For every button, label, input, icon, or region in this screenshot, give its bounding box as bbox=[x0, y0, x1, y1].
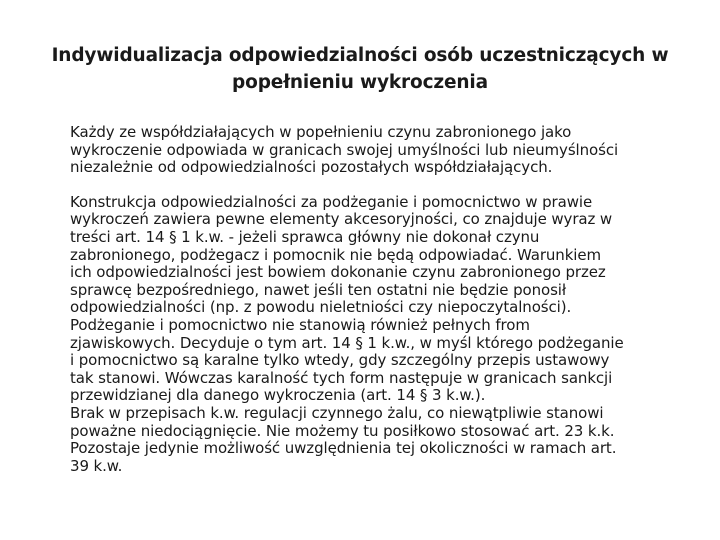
text-line: treści art. 14 § 1 k.w. - jeżeli sprawca główny nie dokonał czynu bbox=[70, 227, 540, 246]
text-line: tak stanowi. Wówczas karalność tych form następuje w granicach sankcji bbox=[70, 368, 613, 387]
text-line: 39 k.w. bbox=[70, 456, 123, 475]
text-line: ich odpowiedzialności jest bowiem dokonanie czynu zabronionego przez bbox=[70, 263, 606, 282]
paragraph-individual-liability bbox=[70, 124, 680, 177]
text-line: sprawcę bezpośredniego, nawet jeśli ten ostatni nie będzie ponosił bbox=[70, 280, 567, 299]
slide-body bbox=[70, 124, 680, 475]
title-line: Indywidualizacja odpowiedzialności osób uczestniczących w bbox=[51, 45, 669, 66]
text-line: Pozostaje jedynie możliwość uwzględnienia tej okoliczności w ramach art. bbox=[70, 439, 617, 458]
text-line: zjawiskowych. Decyduje o tym art. 14 § 1 k.w., w myśl którego podżeganie bbox=[70, 333, 624, 352]
text-line: wykroczenie odpowiada w granicach swojej umyślności lub nieumyślności bbox=[70, 140, 619, 159]
text-line: zabronionego, podżegacz i pomocnik nie będą odpowiadać. Warunkiem bbox=[70, 245, 602, 264]
text-line: Brak w przepisach k.w. regulacji czynnego żalu, co niewątpliwie stanowi bbox=[70, 403, 604, 422]
paragraph-active-repentance bbox=[70, 405, 680, 475]
slide-title bbox=[40, 42, 680, 96]
text-line: i pomocnictwo są karalne tylko wtedy, gdy szczególny przepis ustawowy bbox=[70, 351, 610, 370]
text-line: odpowiedzialności (np. z powodu nieletniości czy niepoczytalności). bbox=[70, 298, 572, 317]
paragraph-accessory-liability bbox=[70, 194, 680, 317]
text-line: wykroczeń zawiera pewne elementy akcesoryjności, co znajduje wyraz w bbox=[70, 210, 613, 229]
text-line: Podżeganie i pomocnictwo nie stanowią również pełnych from bbox=[70, 315, 530, 334]
title-line: popełnieniu wykroczenia bbox=[232, 72, 488, 93]
text-line: niezależnie od odpowiedzialności pozostałych współdziałających. bbox=[70, 158, 553, 177]
text-line: poważne niedociągnięcie. Nie możemy tu posiłkowo stosować art. 23 k.k. bbox=[70, 421, 615, 440]
text-line: przewidzianej dla danego wykroczenia (art. 14 § 3 k.w.). bbox=[70, 386, 486, 405]
paragraph-phenomenal-forms bbox=[70, 317, 680, 405]
text-line: Każdy ze współdziałających w popełnieniu czynu zabronionego jako bbox=[70, 123, 572, 141]
text-line: Konstrukcja odpowiedzialności za podżeganie i pomocnictwo w prawie bbox=[70, 192, 593, 211]
